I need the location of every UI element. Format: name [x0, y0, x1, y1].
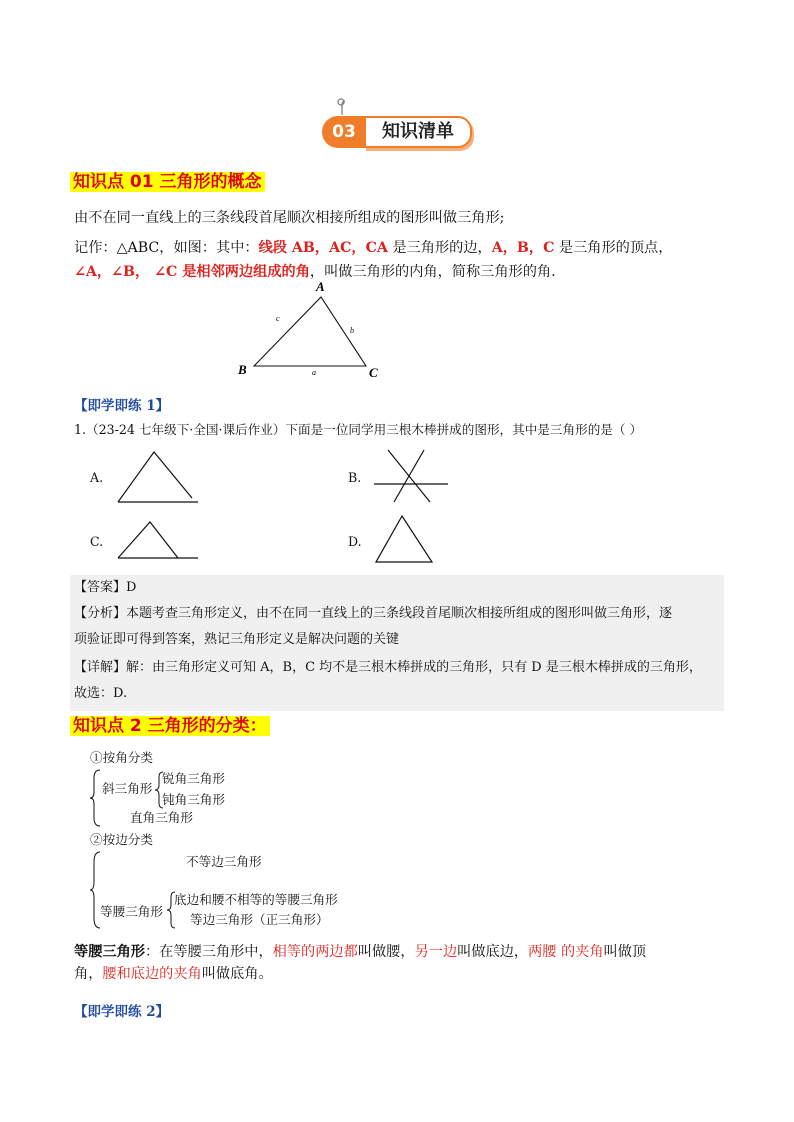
kp1-line3: ∠A，∠B， ∠C 是相邻两边组成的角，叫做三角形的内角，简称三角形的角. [74, 264, 556, 280]
isosceles-label: 等腰三角形 [100, 904, 163, 919]
option-b-figure [372, 446, 452, 506]
practice1-question: 1.（23-24 七年级下·全国·课后作业）下面是一位同学用三根木棒拼成的图形，其中是三角形的是（ ） [74, 422, 643, 437]
equilateral-label: 等边三角形（正三角形） [190, 912, 329, 927]
analysis-line-2: 项验证即可得到答案，熟记三角形定义是解决问题的关键 [74, 632, 400, 647]
iso-non-eq-label: 底边和腰不相等的等腰三角形 [174, 892, 338, 907]
detail-line-2: 故选：D. [74, 686, 128, 701]
option-d-figure [372, 512, 436, 566]
triangle-abc-figure [232, 278, 392, 382]
right-label: 直角三角形 [130, 810, 193, 825]
kp2-heading: 知识点 2 三角形的分类： [70, 714, 270, 738]
iso-def-line2: 角，腰和底边的夹角叫做底角。 [74, 966, 273, 982]
answer-line: 【答案】D [74, 580, 137, 595]
practice1-title: 【即学即练 1】 [74, 398, 170, 414]
option-c-label: C. [90, 534, 104, 549]
badge-title: 知识清单 [364, 116, 472, 148]
iso-def-line1: 等腰三角形：在等腰三角形中，相等的两边都叫做腰，另一边叫做底边，两腰 的夹角叫做顶 [74, 944, 647, 960]
side-b-label: b [350, 326, 354, 335]
option-d-label: D. [348, 534, 362, 549]
scalene-label: 不等边三角形 [186, 854, 262, 869]
option-a-figure [114, 446, 202, 506]
kp1-definition: 由不在同一直线上的三条线段首尾顺次相接所组成的图形叫做三角形; [74, 210, 505, 226]
vertex-b-label: B [238, 362, 247, 377]
practice2-title: 【即学即练 2】 [74, 1004, 170, 1020]
section-badge [322, 112, 474, 152]
brace-icon [88, 768, 102, 828]
option-c-figure [114, 516, 202, 562]
obtuse-label: 钝角三角形 [162, 792, 225, 807]
by-angle-label: ①按角分类 [90, 750, 153, 765]
analysis-line-1: 【分析】本题考查三角形定义，由不在同一直线上的三条线段首尾顺次相接所组成的图形叫做三角形，逐 [74, 606, 673, 621]
badge-number: 03 [322, 116, 366, 148]
option-b-label: B. [348, 470, 362, 485]
vertex-a-label: A [316, 279, 325, 294]
kp1-line2: 记作：△ABC，如图：其中：线段 AB，AC，CA 是三角形的边，A，B，C 是三角形的顶点， [74, 240, 673, 256]
vertex-c-label: C [369, 365, 378, 380]
paperclip-icon [337, 98, 347, 116]
acute-label: 锐角三角形 [162, 771, 225, 786]
option-a-label: A. [90, 470, 104, 485]
side-a-label: a [312, 368, 316, 377]
side-c-label: c [276, 314, 280, 323]
kp1-heading: 知识点 01 三角形的概念 [70, 170, 265, 194]
oblique-label: 斜三角形 [102, 781, 153, 796]
detail-line-1: 【详解】解：由三角形定义可知 A，B，C 均不是三根木棒拼成的三角形，只有 D 是三根木棒拼成的三角形， [74, 660, 702, 675]
by-side-label: ②按边分类 [90, 832, 153, 847]
